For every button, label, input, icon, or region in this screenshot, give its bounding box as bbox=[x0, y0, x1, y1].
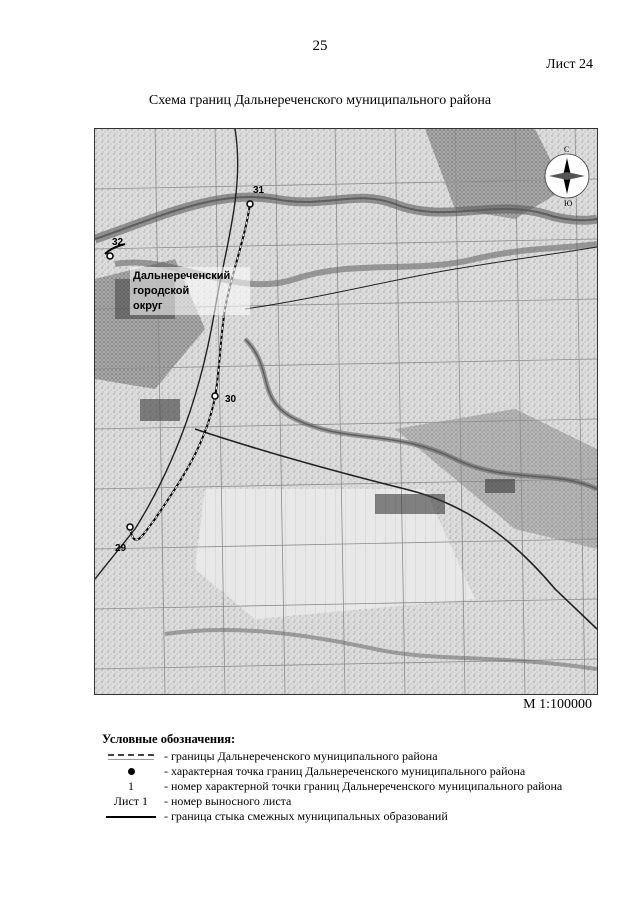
boundary-point-label: 32 bbox=[112, 237, 124, 248]
legend-item bbox=[102, 779, 602, 794]
legend-title: Условные обозначения: bbox=[102, 732, 236, 746]
topographic-map bbox=[95, 129, 597, 694]
compass-south: Ю bbox=[564, 199, 573, 208]
point-marker-icon bbox=[128, 768, 135, 775]
boundary-point-marker bbox=[127, 524, 133, 530]
map-scale: М 1:100000 bbox=[523, 697, 592, 712]
legend-description: - номер характерной точки границ Дальнереченского муниципального района bbox=[164, 779, 563, 793]
legend-key-text: 1 bbox=[128, 779, 134, 793]
boundary-point-label: 31 bbox=[253, 185, 265, 196]
sheet-label: Лист 24 bbox=[546, 57, 593, 72]
legend-item bbox=[102, 794, 602, 809]
boundary-point-label: 29 bbox=[115, 543, 127, 554]
compass-north: С bbox=[564, 145, 570, 154]
solid-line-icon bbox=[106, 816, 156, 818]
city-label bbox=[130, 267, 250, 315]
boundary-point-marker bbox=[107, 253, 113, 259]
legend-item bbox=[102, 764, 602, 779]
boundary-point-label: 30 bbox=[225, 394, 237, 405]
page-number: 25 bbox=[312, 38, 328, 54]
city-label-line: Дальнереченский bbox=[133, 270, 231, 282]
legend-key-text: Лист 1 bbox=[113, 794, 149, 808]
legend-description: - номер выносного листа bbox=[164, 794, 292, 808]
dashed-boundary-line-icon bbox=[108, 754, 154, 760]
city-label-line: городской bbox=[133, 285, 190, 297]
legend-description: - характерная точка границ Дальнереченского муниципального района bbox=[164, 764, 526, 778]
legend bbox=[102, 732, 602, 824]
legend-description: - границы Дальнереченского муниципального района bbox=[164, 749, 438, 763]
boundary-point-marker bbox=[212, 393, 218, 399]
map-title: Схема границ Дальнереченского муниципального района bbox=[148, 93, 492, 108]
city-label-line: округ bbox=[133, 300, 163, 312]
map-frame bbox=[94, 128, 598, 695]
legend-item bbox=[102, 809, 602, 824]
boundary-point-marker bbox=[247, 201, 253, 207]
legend-description: - граница стыка смежных муниципальных образований bbox=[164, 809, 448, 823]
legend-item bbox=[102, 749, 602, 764]
